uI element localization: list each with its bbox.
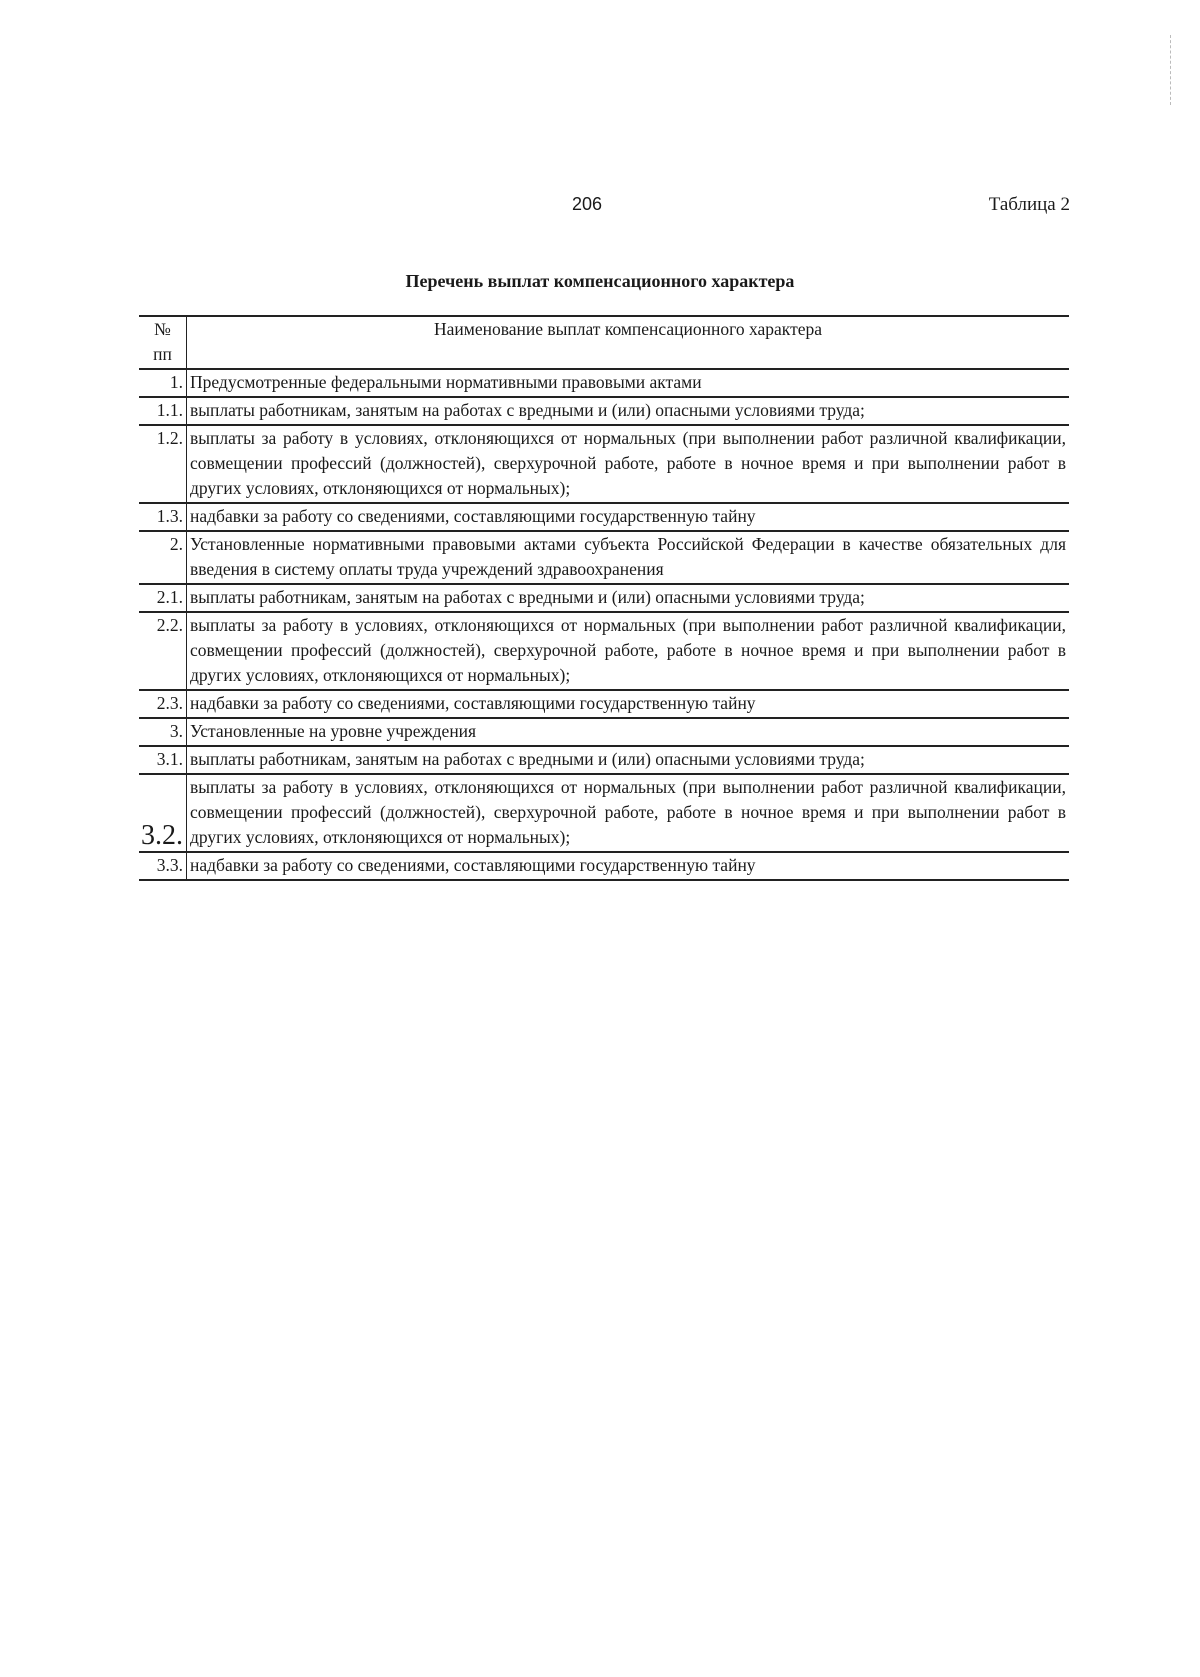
row-number: 1.2. bbox=[139, 425, 187, 503]
table-row bbox=[139, 690, 1069, 718]
table-row bbox=[139, 612, 1069, 690]
row-number: 2.3. bbox=[139, 690, 187, 718]
table-row bbox=[139, 746, 1069, 774]
header-number-label: № bbox=[154, 319, 171, 339]
row-number: 2. bbox=[139, 531, 187, 584]
scan-edge-mark bbox=[1170, 35, 1172, 105]
row-text: Установленные нормативными правовыми актами субъекта Российской Федерации в качестве обязательных для введения в систему оплаты труда учреждений здравоохранения bbox=[190, 534, 1066, 579]
table-row bbox=[139, 369, 1069, 397]
table-row bbox=[139, 503, 1069, 531]
row-text: выплаты работникам, занятым на работах с вредными и (или) опасными условиями труда; bbox=[190, 400, 865, 420]
table-header-row bbox=[139, 316, 1069, 369]
table-row bbox=[139, 397, 1069, 425]
row-text: Предусмотренные федеральными нормативными правовыми актами bbox=[190, 372, 702, 392]
row-number: 3.3. bbox=[139, 852, 187, 880]
table-row bbox=[139, 774, 1069, 852]
header-name-cell: Наименование выплат компенсационного характера bbox=[433, 319, 823, 339]
row-number: 2.1. bbox=[139, 584, 187, 612]
row-text: выплаты за работу в условиях, отклоняющихся от нормальных (при выполнении работ различной квалификации, совмещении профессий (должностей), сверхурочной работе, работе в ночное время и при выполнении работ в других условиях, отклоняющихся от нормальных); bbox=[190, 428, 1066, 498]
document-title: Перечень выплат компенсационного характера bbox=[405, 271, 795, 291]
row-text: надбавки за работу со сведениями, составляющими государственную тайну bbox=[190, 506, 756, 526]
table-row bbox=[139, 852, 1069, 880]
compensation-payments-table bbox=[139, 315, 1069, 881]
table-row bbox=[139, 718, 1069, 746]
row-number: 1. bbox=[139, 369, 187, 397]
row-number: 1.3. bbox=[139, 503, 187, 531]
row-text: выплаты за работу в условиях, отклоняющихся от нормальных (при выполнении работ различной квалификации, совмещении профессий (должностей), сверхурочной работе, работе в ночное время и при выполнении работ в других условиях, отклоняющихся от нормальных); bbox=[190, 615, 1066, 685]
row-text: надбавки за работу со сведениями, составляющими государственную тайну bbox=[190, 693, 756, 713]
table-label: Таблица 2 bbox=[988, 194, 1070, 215]
row-number: 2.2. bbox=[139, 612, 187, 690]
row-number: 3. bbox=[139, 718, 187, 746]
header-number-cell bbox=[139, 316, 187, 369]
table-row bbox=[139, 425, 1069, 503]
row-text: надбавки за работу со сведениями, составляющими государственную тайну bbox=[190, 855, 756, 875]
row-text: выплаты работникам, занятым на работах с вредными и (или) опасными условиями труда; bbox=[190, 749, 865, 769]
row-number: 3.1. bbox=[139, 746, 187, 774]
table-row bbox=[139, 531, 1069, 584]
page-number: 206 bbox=[572, 194, 603, 214]
row-number: 1.1. bbox=[139, 397, 187, 425]
header-number-sublabel: пп bbox=[153, 344, 172, 364]
row-text: Установленные на уровне учреждения bbox=[190, 721, 477, 741]
row-number: 3.2. bbox=[139, 774, 187, 852]
row-text: выплаты работникам, занятым на работах с вредными и (или) опасными условиями труда; bbox=[190, 587, 865, 607]
table-row bbox=[139, 584, 1069, 612]
row-text: выплаты за работу в условиях, отклоняющихся от нормальных (при выполнении работ различной квалификации, совмещении профессий (должностей), сверхурочной работе, работе в ночное время и при выполнении работ в других условиях, отклоняющихся от нормальных); bbox=[190, 777, 1066, 847]
